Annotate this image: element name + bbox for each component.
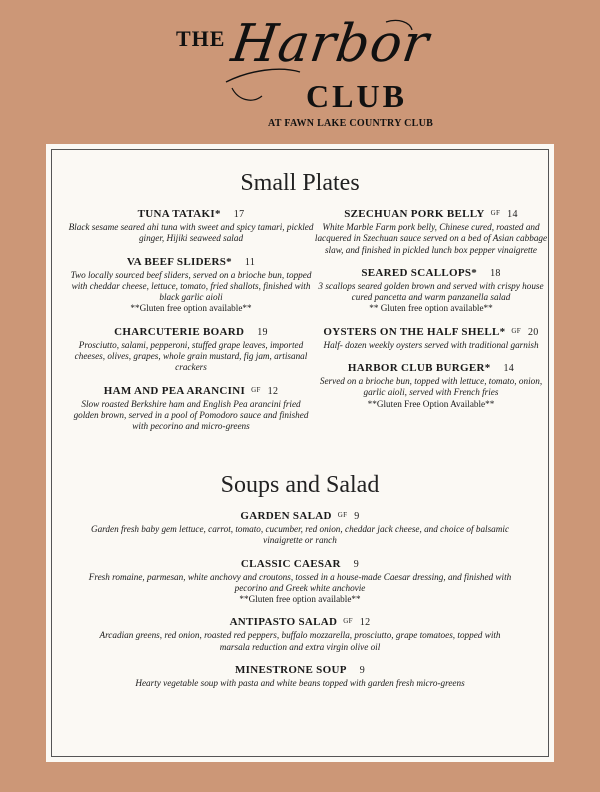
menu-item-description: Served on a brioche bun, topped with lettuce, tomato, onion, garlic aioli, served with French fries xyxy=(319,376,543,398)
menu-item xyxy=(308,324,554,351)
gf-badge: GF xyxy=(251,385,261,394)
menu-item-description: Two locally sourced beef sliders, served on a brioche bun, topped with cheddar cheese, lettuce, tomato, fried shallots, finished with black garlic aioli xyxy=(70,269,312,303)
menu-item-head xyxy=(86,556,514,572)
menu-item-name: CLASSIC CAESAR xyxy=(240,557,341,570)
menu-item-head xyxy=(308,324,554,340)
small-plates-left-column xyxy=(68,206,314,442)
menu-item-head xyxy=(308,206,554,222)
menu-item xyxy=(86,556,514,606)
menu-item-description: Garden fresh baby gem lettuce, carrot, tomato, cucumber, red onion, cheddar jack cheese, and choice of balsamic vinaigrette or ranch xyxy=(90,524,510,546)
menu-item-head xyxy=(86,508,514,524)
menu-item-price: 20 xyxy=(527,326,539,338)
menu-item xyxy=(68,324,314,374)
logo xyxy=(0,0,600,140)
menu-item-head xyxy=(86,662,514,678)
menu-item-name: GARDEN SALAD xyxy=(240,510,332,522)
menu-item xyxy=(308,206,554,256)
menu-item-description: Black sesame seared ahi tuna with sweet and spicy tamari, pickled ginger, Hijiki seaweed salad xyxy=(68,222,314,244)
menu-item-price: 19 xyxy=(257,326,268,338)
menu-item xyxy=(86,662,514,689)
menu-item xyxy=(68,254,314,315)
menu-item-description: White Marble Farm pork belly, Chinese cured, roasted and lacquered in Szechuan sauce served on a bed of Asian cabbage slaw, and finished in pickled lunch box pepper vinaigrette xyxy=(314,222,548,255)
menu-item-description: Hearty vegetable soup with pasta and white beans topped with garden fresh micro-greens xyxy=(135,678,465,689)
menu-item-name: ANTIPASTO SALAD xyxy=(229,616,338,629)
gf-badge: GF xyxy=(343,617,353,626)
menu-item-name: OYSTERS ON THE HALF SHELL* xyxy=(323,325,506,338)
menu-item-head xyxy=(68,206,314,222)
gf-badge: GF xyxy=(337,511,348,519)
section-title-small-plates: Small Plates xyxy=(240,170,360,196)
menu-item-name: TUNA TATAKI* xyxy=(137,208,221,220)
logo-club: CLUB xyxy=(306,78,407,114)
menu-item-price: 14 xyxy=(507,209,518,220)
gf-badge: GF xyxy=(490,209,501,217)
menu-item-name: CHARCUTERIE BOARD xyxy=(114,325,245,338)
menu-item-name: SZECHUAN PORK BELLY xyxy=(344,208,485,220)
menu-item-name: HAM AND PEA ARANCINI xyxy=(103,384,246,397)
logo-script: Harbor xyxy=(227,14,433,74)
menu-item-description: Fresh romaine, parmesan, white anchovy and croutons, tossed in a house-made Caesar dressing, and finished with pecorino and Greek white anchovie xyxy=(88,571,512,593)
menu-item-note: ** Gluten free option available** xyxy=(369,303,493,314)
section-title-soups-salad: Soups and Salad xyxy=(220,472,380,498)
menu-item-price: 14 xyxy=(503,363,515,375)
menu-item-head xyxy=(308,265,554,281)
menu-item-price: 9 xyxy=(354,511,360,522)
gf-badge: GF xyxy=(511,326,521,335)
menu-item xyxy=(86,614,514,653)
logo-tagline: AT FAWN LAKE COUNTRY CLUB xyxy=(268,118,434,129)
menu-item-price: 12 xyxy=(359,617,371,629)
menu-item-name: VA BEEF SLIDERS* xyxy=(126,255,232,268)
menu-item-description: Prosciutto, salami, pepperoni, stuffed grape leaves, imported cheeses, olives, grapes, whole grain mustard, fig jam, artisanal crackers xyxy=(74,339,308,373)
menu-item xyxy=(86,508,514,547)
menu-item-note: **Gluten free option available** xyxy=(130,303,252,314)
menu-item-note: **Gluten Free Option Available** xyxy=(367,398,495,409)
menu-item-head xyxy=(308,360,554,376)
menu-item-price: 12 xyxy=(267,385,279,397)
menu-item xyxy=(68,383,314,433)
menu-item-head xyxy=(86,614,514,630)
menu-item-description: 3 scallops seared golden brown and served with crispy house cured pancetta and warm panzanella salad xyxy=(318,280,544,303)
menu-item-price: 11 xyxy=(244,256,256,268)
menu-item-price: 18 xyxy=(490,267,501,279)
menu-item xyxy=(68,206,314,245)
menu-item-head xyxy=(68,383,314,399)
menu-item xyxy=(308,360,554,410)
menu-item xyxy=(308,265,554,315)
menu-item-price: 9 xyxy=(353,558,360,570)
menu-item-head xyxy=(68,324,314,340)
small-plates-right-column xyxy=(308,206,554,419)
menu-item-name: SEARED SCALLOPS* xyxy=(361,266,478,279)
menu-item-description: Half- dozen weekly oysters served with traditional garnish xyxy=(323,339,539,350)
menu-item-price: 9 xyxy=(359,665,366,677)
menu-item-name: MINESTRONE SOUP xyxy=(234,664,347,677)
menu-item-note: **Gluten free option available** xyxy=(239,594,361,605)
soups-salad-list xyxy=(86,508,514,698)
menu-item-description: Arcadian greens, red onion, roasted red peppers, buffalo mozzarella, prosciutto, grape tomatoes, topped with marsala reduction and extra virgin olive oil xyxy=(99,630,501,652)
logo-the: THE xyxy=(176,26,226,51)
menu-item-description: Slow roasted Berkshire ham and English Pea arancini fried golden brown, served in a pool of Pomodoro sauce and finished with pecorino and micro-greens xyxy=(73,398,309,432)
menu-item-name: HARBOR CLUB BURGER* xyxy=(347,362,491,375)
menu-item-head xyxy=(68,254,314,270)
menu-card xyxy=(46,144,554,762)
menu-item-price: 17 xyxy=(233,209,245,220)
